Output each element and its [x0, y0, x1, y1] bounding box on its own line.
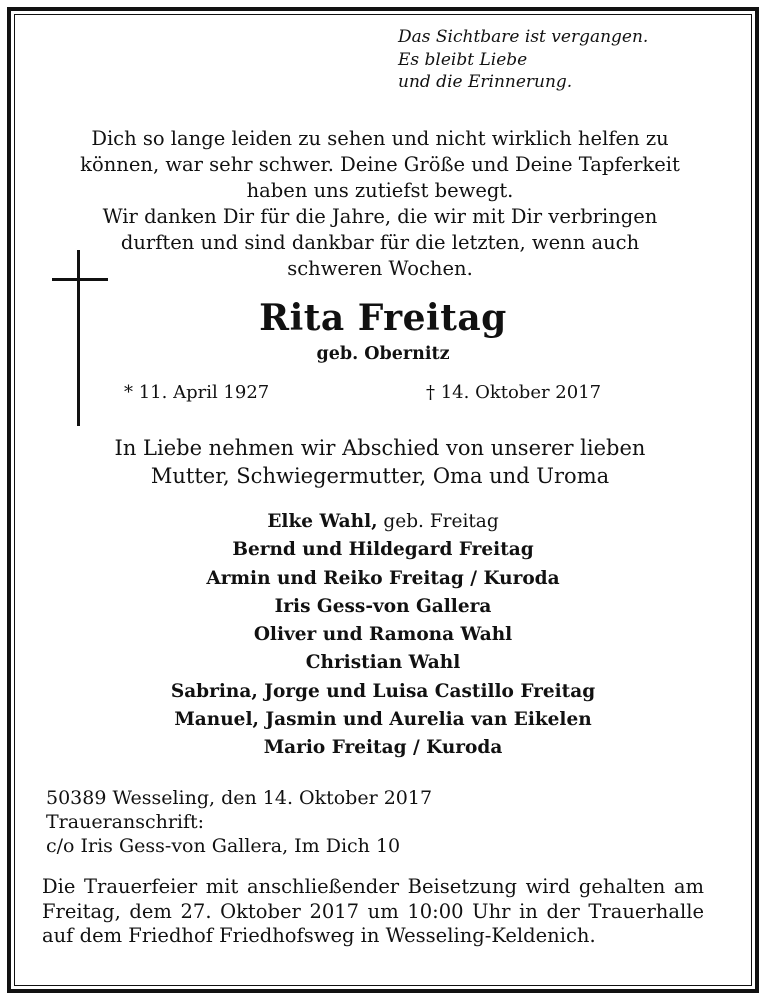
mourner-row: Oliver und Ramona Wahl: [253, 624, 513, 646]
birth-date: * 11. April 1927: [124, 382, 270, 403]
mourner-name: Elke Wahl,: [267, 511, 378, 532]
intro-line: haben uns zutiefst bewegt.: [246, 179, 514, 202]
motto-line: Das Sichtbare ist vergangen.: [398, 27, 649, 47]
cross-vertical-bar: [77, 250, 80, 426]
intro-line: durften und sind dankbar für die letzten, wenn auch: [120, 231, 640, 254]
mourner-row: Christian Wahl: [305, 652, 461, 674]
mourner-row: Armin und Reiko Freitag / Kuroda: [206, 567, 560, 589]
deceased-name: Rita Freitag: [259, 297, 507, 339]
intro-line: Dich so lange leiden zu sehen und nicht wirklich helfen zu: [91, 127, 669, 150]
funeral-details: Die Trauerfeier mit anschließender Beisetzung wird gehalten am Freitag, dem 27. Oktober 2017 um 10:00 Uhr in der Trauerhalle auf dem Friedhof Friedhofsweg in Wesseling-Keldenich.: [42, 875, 704, 947]
mourner-row: Iris Gess-von Gallera: [274, 595, 492, 617]
motto-line: und die Erinnerung.: [398, 72, 573, 92]
intro-line: schweren Wochen.: [287, 257, 473, 280]
death-date: † 14. Oktober 2017: [426, 382, 602, 403]
farewell-line: Mutter, Schwiegermutter, Oma und Uroma: [150, 464, 610, 488]
mourner-note: geb. Freitag: [377, 511, 499, 532]
farewell-line: In Liebe nehmen wir Abschied von unserer lieben: [114, 436, 646, 460]
mourner-row: Bernd und Hildegard Freitag: [232, 539, 534, 561]
motto-quote: [398, 26, 728, 94]
mourner-row: Manuel, Jasmin und Aurelia van Eikelen: [174, 709, 592, 731]
location-block: [46, 786, 726, 858]
mourner-row: Sabrina, Jorge und Luisa Castillo Freitag: [170, 680, 596, 702]
intro-line: können, war sehr schwer. Deine Größe und Deine Tapferkeit: [80, 153, 680, 176]
farewell-text: [30, 434, 730, 490]
mourner-row: [30, 508, 736, 536]
mourners-list: [30, 508, 736, 763]
maiden-name: geb. Obernitz: [316, 344, 450, 364]
mourner-row: Mario Freitag / Kuroda: [263, 737, 503, 759]
motto-line: Es bleibt Liebe: [398, 49, 528, 70]
intro-text: [30, 126, 730, 282]
address-label: Traueranschrift:: [46, 811, 205, 833]
place-date: 50389 Wesseling, den 14. Oktober 2017: [46, 787, 433, 809]
intro-line: Wir danken Dir für die Jahre, die wir mit Dir verbringen: [102, 205, 658, 228]
cross-horizontal-bar: [52, 278, 108, 281]
mourning-address: c/o Iris Gess-von Gallera, Im Dich 10: [46, 835, 401, 857]
